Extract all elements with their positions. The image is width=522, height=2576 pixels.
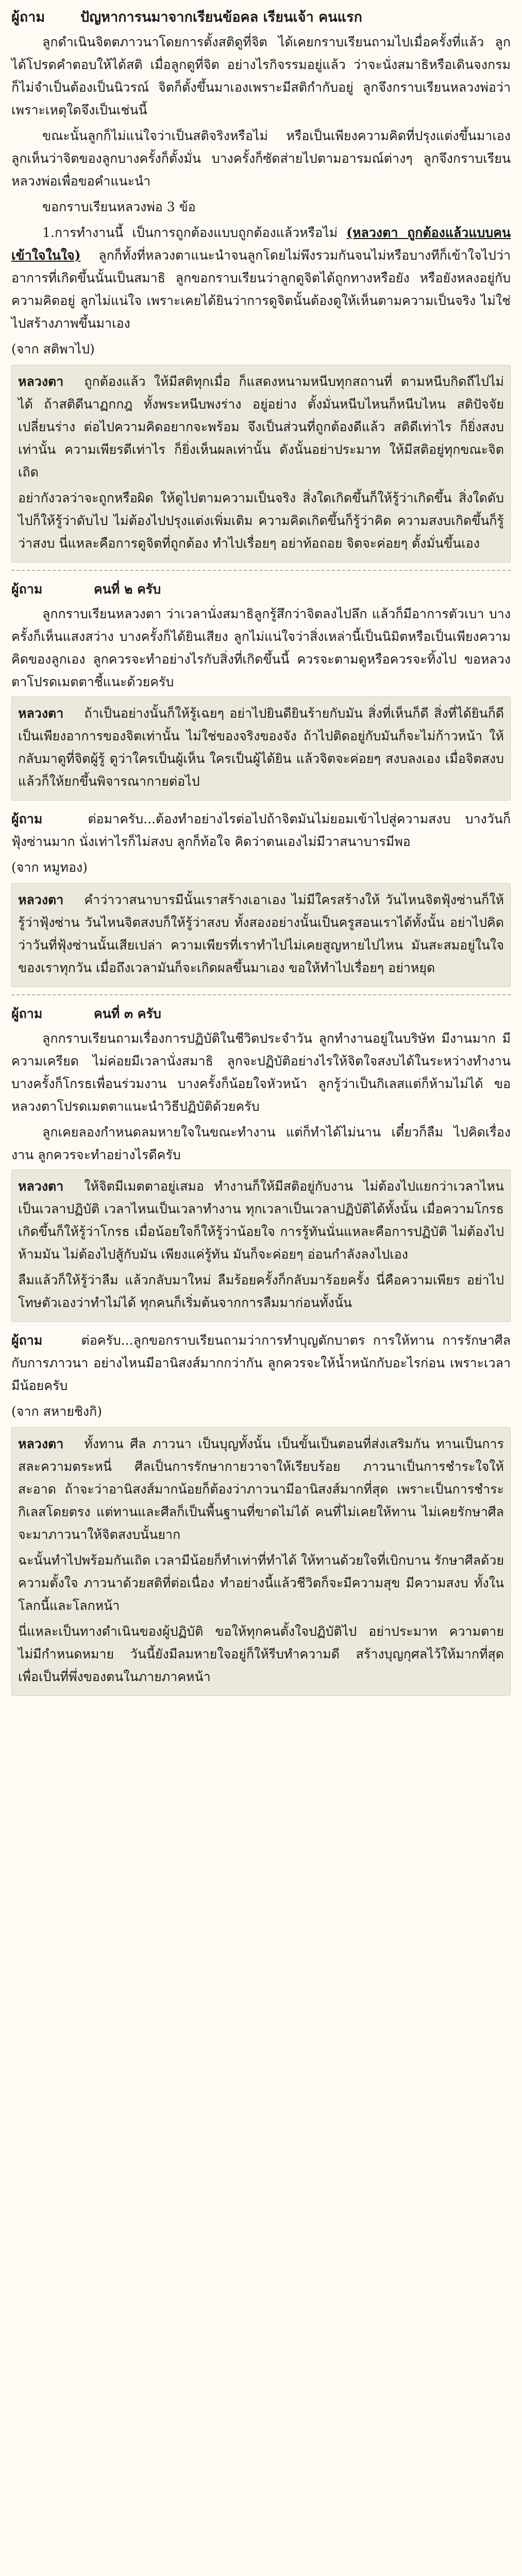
title-label: ผู้ถาม [11, 9, 45, 25]
intro-paragraph-4 [11, 222, 511, 335]
intro-tail: ลูกก็ทั้งที่หลวงตาแนะนำจนลูกโดยไม่พึงรวมกันจนไม่หรือบางทีก็เข้าใจไปว่าอาการที่เกิดขึ้นนั้นเป็นสมาธิ ลูกขอกราบเรียนว่าลูกดูจิตได้ถูกทางหรือยัง หรือยังหลงอยู่กับความคิดอยู่ ลูกไม่แน่ใจ เพราะเคยได้ยินว่าการดูจิตนั้นต้องดูให้เห็นตามความเป็นจริง ไม่ใช่ไปสร้างภาพขึ้นมาเอง [11, 248, 511, 331]
answer-paragraph: อย่ากังวลว่าจะถูกหรือผิด ให้ดูไปตามความเป็นจริง สิ่งใดเกิดขึ้นก็ให้รู้ว่าเกิดขึ้น สิ่งใดดับไปก็ให้รู้ว่าดับไป ไม่ต้องไปปรุงแต่งเพิ่มเติม ความคิดเกิดขึ้นก็รู้ว่าคิด ความสงบเกิดขึ้นก็รู้ว่าสงบ นี่แหละคือการดูจิตที่ถูกต้อง ทำไปเรื่อยๆ อย่าท้อถอย จิตจะค่อยๆ ตั้งมั่นขึ้นเอง [18, 490, 504, 551]
title-text: ปัญหาการนมาจากเรียนข้อคล เรียนเจ้า คนแรก [80, 9, 362, 25]
asker-number: คนที่ ๓ ครับ [94, 1006, 161, 1021]
answer-block [11, 697, 511, 801]
answer-block [11, 883, 511, 987]
intro-paragraph-1: ลูกดำเนินจิตตภาวนาโดยการตั้งสติดูที่จิต ได้เคยกราบเรียนถามไปเมื่อครั้งที่แล้ว ลูกได้โปรดคำตอบให้ได้สติ เมื่อลูกดูที่จิต อย่างไรกิจรรมอยู่แล้ว ว่าจะนั่งสมาธิหรือเดินจงกรม ก็ไม่จำเป็นต้องเป็นนิวรณ์ จิตก็ตั้งขึ้นมาเองเพราะมีสติกำกับอยู่ ลูกจึงกราบเรียนหลวงพ่อว่าเพราะเหตุใดจึงเป็นเช่นนี้ [11, 35, 511, 117]
asker-heading [11, 578, 511, 601]
source-credit: (จาก สติพาไป) [11, 342, 95, 357]
answer-paragraph: ฉะนั้นทำไปพร้อมกันเถิด เวลามีน้อยก็ทำเท่าที่ทำได้ ให้ทานด้วยใจที่เบิกบาน รักษาศีลด้วยความตั้งใจ ภาวนาด้วยสติที่ต่อเนื่อง ทำอย่างนี้แล้วชีวิตก็จะมีความสุข มีความสงบ ทั้งในโลกนี้และโลกหน้า [18, 1553, 504, 1613]
intro-item-1: 1.การทำงานนี้ เป็นการถูกต้องแบบถูกต้องแล้วหรือไม่ [42, 225, 347, 240]
answer-paragraph: หลวงตา คำว่าวาสนาบารมีนั้นเราสร้างเอาเอง ไม่มีใครสร้างให้ วันไหนจิตฟุ้งซ่านก็ให้รู้ว่าฟุ้งซ่าน วันไหนจิตสงบก็ให้รู้ว่าสงบ ทั้งสองอย่างนั้นเป็นครูสอนเราได้ทั้งนั้น อย่าไปคิดว่าวันที่ฟุ้งซ่านนั้นเสียเปล่า ความเพียรที่เราทำไปไม่เคยสูญหายไปไหน มันสะสมอยู่ในใจของเราทุกวัน เมื่อถึงเวลามันก็จะเกิดผลขึ้นมาเอง ขอให้ทำไปเรื่อยๆ อย่าหยุด [18, 889, 504, 979]
question-paragraph: ลูกเคยลองกำหนดลมหายใจในขณะทำงาน แต่ก็ทำได้ไม่นาน เดี๋ยวก็ลืม ไปคิดเรื่องงาน ลูกควรจะทำอย่างไรดีครับ [11, 1125, 511, 1162]
asker-label: ผู้ถาม [11, 811, 43, 826]
answer-paragraph: หลวงตา ถูกต้องแล้ว ให้มีสติทุกเมื่อ ก็แสดงหนามหนีบทุกสถานที่ ตามหนีบกิดถีไปไม่ได้ ถ้าสติดีนาฏกกฎ ทั้งพระหนีบพงร่าง อยู่อย่าง ตั้งมั่นหนีบไหนก็หนีบไหน สติปัจจัยเปลี่ยนร่าง ต่อไปความคิดอยากจะพร้อม จึงเป็นส่วนที่ถูกต้องดีแล้ว สติดีเท่าไร ก็ยิ่งสงบเท่านั้น ความเพียรดีเท่าไร ก็ยิ่งเห็นผลเท่านั้น ดังนั้นอย่าประมาท ให้มีสติอยู่ทุกขณะจิตเถิด [18, 370, 504, 484]
question-paragraph: ลูกกราบเรียนถามเรื่องการปฏิบัติในชีวิตประจำวัน ลูกทำงานอยู่ในบริษัท มีงานมาก มีความเครียด ไม่ค่อยมีเวลานั่งสมาธิ ลูกจะปฏิบัติอย่างไรให้จิตใจสงบได้ในระหว่างทำงาน บางครั้งก็โกรธเพื่อนร่วมงาน บางครั้งก็น้อยใจหัวหน้า ลูกรู้ว่าเป็นกิเลสแต่ก็ห้ามไม่ได้ ขอหลวงตาโปรดเมตตาแนะนำวิธีปฏิบัติด้วยครับ [11, 1031, 511, 1114]
asker-label: ผู้ถาม [11, 1333, 43, 1348]
answer-paragraph: ลืมแล้วก็ให้รู้ว่าลืม แล้วกลับมาใหม่ ลืมร้อยครั้งก็กลับมาร้อยครั้ง นี่คือความเพียร อย่าไปโทษตัวเองว่าทำไม่ได้ ทุกคนก็เริ่มต้นจากการลืมมาก่อนทั้งนั้น [18, 1273, 504, 1310]
asker-label: ผู้ถาม [11, 1006, 43, 1021]
answer-label: หลวงตา [18, 374, 64, 389]
answer-label: หลวงตา [18, 1436, 64, 1451]
answer-paragraph: หลวงตา ให้จิตมีเมตตาอยู่เสมอ ทำงานก็ให้มีสติอยู่กับงาน ไม่ต้องไปแยกว่าเวลาไหนเป็นเวลาปฏิบัติ เวลาไหนเป็นเวลาทำงาน ทุกเวลาเป็นเวลาปฏิบัติได้ทั้งนั้น เมื่อความโกรธเกิดขึ้นก็ให้รู้ว่าโกรธ เมื่อน้อยใจก็ให้รู้ว่าน้อยใจ การรู้ทันนั่นแหละคือการปฏิบัติ ไม่ต้องไปห้ามมัน ไม่ต้องไปสู้กับมัน เพียงแค่รู้ทัน มันก็จะค่อยๆ อ่อนกำลังลงไปเอง [18, 1175, 504, 1266]
answer-paragraph: นี่แหละเป็นทางดำเนินของผู้ปฏิบัติ ขอให้ทุกคนตั้งใจปฏิบัติไป อย่าประมาท ความตายไม่มีกำหนดหมาย วันนี้ยังมีลมหายใจอยู่ก็ให้รีบทำความดี สร้างบุญกุศลไว้ให้มากที่สุด เพื่อเป็นที่พึ่งของตนในภายภาคหน้า [18, 1624, 504, 1684]
followup-paragraph: ผู้ถาม ต่อมาครับ...ต้องทำอย่างไรต่อไปถ้าจิตมันไม่ยอมเข้าไปสู่ความสงบ บางวันก็ฟุ้งซ่านมาก นั่งเท่าไรก็ไม่สงบ ลูกก็ท้อใจ คิดว่าตนเองไม่มีวาสนาบารมีพอ [11, 808, 511, 853]
question-paragraph: ลูกกราบเรียนหลวงตา ว่าเวลานั่งสมาธิลูกรู้สึกว่าจิตลงไปลึก แล้วก็มีอาการตัวเบา บางครั้งก็เห็นแสงสว่าง บางครั้งก็ได้ยินเสียง ลูกไม่แน่ใจว่าสิ่งเหล่านี้เป็นนิมิตหรือเป็นเพียงความคิดของลูกเอง ลูกควรจะทำอย่างไรกับสิ่งที่เกิดขึ้นนี้ ควรจะตามดูหรือควรจะทิ้งไป ขอหลวงตาโปรดเมตตาชี้แนะด้วยครับ [11, 606, 511, 689]
divider [11, 570, 511, 571]
intro-paragraph-2: ขณะนั้นลูกก็ไม่แน่ใจว่าเป็นสติจริงหรือไม่ หรือเป็นเพียงความคิดที่ปรุงแต่งขึ้นมาเอง ลูกเห็นว่าจิตของลูกบางครั้งก็ตั้งมั่น บางครั้งก็ซัดส่ายไปตามอารมณ์ต่างๆ ลูกจึงกราบเรียนหลวงพ่อเพื่อขอคำแนะนำ [11, 128, 511, 189]
answer-block [11, 1427, 511, 1696]
source-credit: (จาก สหายชิงกิ) [11, 1404, 103, 1419]
asker-number: คนที่ ๒ ครับ [94, 582, 161, 597]
intro-paragraph-3: ขอกราบเรียนหลวงพ่อ 3 ข้อ [42, 199, 196, 214]
answer-label: หลวงตา [18, 706, 64, 721]
asker-heading [11, 1003, 511, 1025]
answer-paragraph: หลวงตา ทั้งทาน ศีล ภาวนา เป็นบุญทั้งนั้น เป็นขั้นเป็นตอนที่ส่งเสริมกัน ทานเป็นการสละความตระหนี่ ศีลเป็นการรักษากายวาจาให้เรียบร้อย ภาวนาเป็นการชำระใจให้สะอาด ถ้าจะว่าอานิสงส์มากน้อยก็ต้องว่าภาวนามีอานิสงส์มากที่สุด เพราะเป็นการชำระกิเลสโดยตรง แต่ทานและศีลก็เป็นพื้นฐานที่ขาดไม่ได้ คนที่ไม่เคยให้ทาน ไม่เคยรักษาศีล จะมาภาวนาให้จิตสงบนั้นยาก [18, 1433, 504, 1546]
page-title [11, 7, 511, 28]
answer-paragraph: หลวงตา ถ้าเป็นอย่างนั้นก็ให้รู้เฉยๆ อย่าไปยินดียินร้ายกับมัน สิ่งที่เห็นก็ดี สิ่งที่ได้ยินก็ดี เป็นเพียงอาการของจิตเท่านั้น ไม่ใช่ของจริงของจัง ถ้าไปติดอยู่กับมันก็จะไม่ก้าวหน้า ให้กลับมาดูที่จิตผู้รู้ ดูว่าใครเป็นผู้เห็น ใครเป็นผู้ได้ยิน แล้วจิตจะค่อยๆ สงบลงเอง เมื่อจิตสงบแล้วก็ให้ยกขึ้นพิจารณากายต่อไป [18, 702, 504, 793]
highlight-answer: (หลวงตา ถูกต้องแล้วแบบคนเข้าใจในใจ) [11, 225, 511, 263]
answer-label: หลวงตา [18, 892, 64, 907]
answer-block [11, 365, 511, 563]
source-credit: (จาก หมูทอง) [11, 860, 88, 875]
followup-paragraph: ผู้ถาม ต่อครับ...ลูกขอกราบเรียนถามว่าการทำบุญตักบาตร การให้ทาน การรักษาศีล กับการภาวนา อย่างไหนมีอานิสงส์มากกว่ากัน ลูกควรจะให้น้ำหนักกับอะไรก่อน เพราะเวลามีน้อยครับ [11, 1329, 511, 1397]
divider [11, 994, 511, 995]
asker-label: ผู้ถาม [11, 582, 43, 597]
answer-label: หลวงตา [18, 1179, 64, 1194]
answer-block [11, 1170, 511, 1322]
